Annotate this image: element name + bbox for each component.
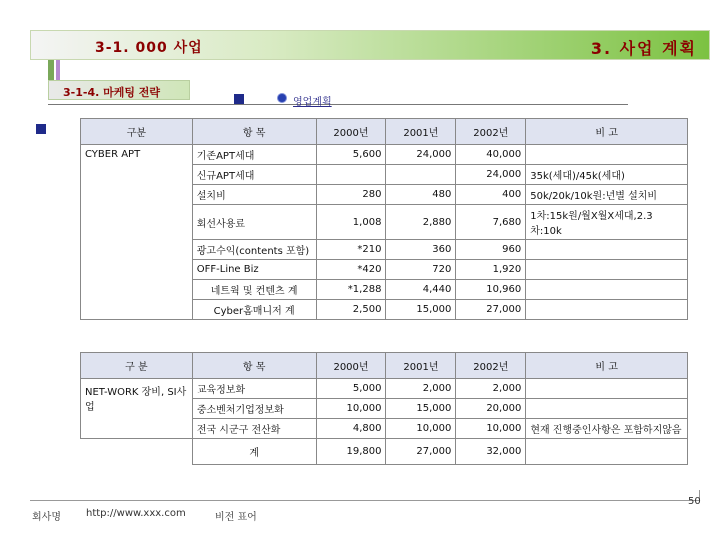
value-2000: *420	[316, 260, 386, 280]
page-number: 50	[688, 496, 701, 507]
note-cell	[526, 379, 688, 399]
value-2002: 20,000	[456, 399, 526, 419]
header-note: 비 고	[526, 119, 688, 145]
header-2002: 2002년	[456, 119, 526, 145]
value-2000: 1,008	[316, 205, 386, 240]
item-cell: 광고수익(contents 포함)	[192, 240, 316, 260]
item-cell: 교육정보화	[192, 379, 316, 399]
value-2002: 40,000	[456, 145, 526, 165]
note-cell	[526, 439, 688, 465]
value-2002: 7,680	[456, 205, 526, 240]
total-2000: 19,800	[316, 439, 386, 465]
value-2001: 10,000	[386, 419, 456, 439]
item-cell: Cyber홈매니저 계	[192, 300, 316, 320]
section-label: 3-1. 000 사업	[95, 40, 203, 56]
table-header-row	[81, 353, 688, 379]
note-cell	[526, 300, 688, 320]
value-2001: 360	[386, 240, 456, 260]
note-cell: 50k/20k/10k원:년별 설치비	[526, 185, 688, 205]
value-2000: 5,000	[316, 379, 386, 399]
total-2002: 32,000	[456, 439, 526, 465]
item-cell: 전국 시군구 전산화	[192, 419, 316, 439]
header-2000: 2000년	[316, 119, 386, 145]
note-cell: 현재 진행중인사항은 포함하지않음	[526, 419, 688, 439]
table-header-row	[81, 119, 688, 145]
value-2002: 960	[456, 240, 526, 260]
company-url[interactable]: http://www.xxx.com	[86, 508, 186, 519]
header-note: 비 고	[526, 353, 688, 379]
value-2001: 720	[386, 260, 456, 280]
title-banner	[30, 30, 710, 60]
note-cell: 1차:15k원/월X월X세대,2.3차:10k	[526, 205, 688, 240]
item-cell: 신규APT세대	[192, 165, 316, 185]
value-2002: 24,000	[456, 165, 526, 185]
header-category: 구 분	[81, 353, 193, 379]
item-cell: 회선사용료	[192, 205, 316, 240]
value-2000	[316, 165, 386, 185]
value-2001	[386, 165, 456, 185]
plan-link[interactable]: 영업계획	[293, 97, 332, 108]
total-row	[81, 439, 688, 465]
page-title: 3. 사업 계획	[590, 39, 697, 58]
header-2000: 2000년	[316, 353, 386, 379]
value-2001: 4,440	[386, 280, 456, 300]
value-2000: 10,000	[316, 399, 386, 419]
table-row	[81, 379, 688, 399]
category-cell: CYBER APT	[81, 145, 193, 320]
item-cell: OFF-Line Biz	[192, 260, 316, 280]
footer-divider	[30, 500, 700, 501]
subsection-banner	[48, 80, 190, 100]
item-cell: 설치비	[192, 185, 316, 205]
note-cell	[526, 280, 688, 300]
header-2001: 2001년	[386, 353, 456, 379]
value-2001: 15,000	[386, 399, 456, 419]
table-row	[81, 145, 688, 165]
value-2002: 10,000	[456, 419, 526, 439]
item-cell: 중소벤처기업정보화	[192, 399, 316, 419]
square-bullet-icon	[234, 94, 244, 104]
note-cell	[526, 145, 688, 165]
note-cell: 35k(세대)/45k(세대)	[526, 165, 688, 185]
value-2000: *210	[316, 240, 386, 260]
header-2001: 2001년	[386, 119, 456, 145]
divider-line	[48, 104, 628, 105]
item-cell: 기존APT세대	[192, 145, 316, 165]
header-category: 구분	[81, 119, 193, 145]
value-2002: 400	[456, 185, 526, 205]
note-cell	[526, 260, 688, 280]
value-2000: 5,600	[316, 145, 386, 165]
value-2000: 2,500	[316, 300, 386, 320]
header-2002: 2002년	[456, 353, 526, 379]
value-2000: 280	[316, 185, 386, 205]
value-2002: 27,000	[456, 300, 526, 320]
subsection-title: 3-1-4. 마케팅 전략	[63, 86, 161, 99]
company-name: 회사명	[32, 512, 61, 523]
total-2001: 27,000	[386, 439, 456, 465]
category-cell: NET-WORK 장비, SI사업	[81, 379, 193, 439]
header-item: 항 목	[192, 119, 316, 145]
value-2002: 2,000	[456, 379, 526, 399]
note-cell	[526, 399, 688, 419]
value-2000: 4,800	[316, 419, 386, 439]
network-si-table	[80, 352, 688, 465]
total-label: 계	[192, 439, 316, 465]
empty-cell	[81, 439, 193, 465]
vision-slogan: 비전 표어	[215, 512, 257, 523]
note-cell	[526, 240, 688, 260]
value-2001: 24,000	[386, 145, 456, 165]
square-bullet-icon	[36, 124, 46, 134]
item-cell: 네트웍 및 컨텐츠 계	[192, 280, 316, 300]
circle-bullet-icon	[277, 93, 287, 103]
value-2000: *1,288	[316, 280, 386, 300]
header-item: 항 목	[192, 353, 316, 379]
value-2001: 15,000	[386, 300, 456, 320]
value-2001: 480	[386, 185, 456, 205]
value-2002: 1,920	[456, 260, 526, 280]
value-2001: 2,880	[386, 205, 456, 240]
value-2001: 2,000	[386, 379, 456, 399]
cyber-apt-table	[80, 118, 688, 320]
value-2002: 10,960	[456, 280, 526, 300]
